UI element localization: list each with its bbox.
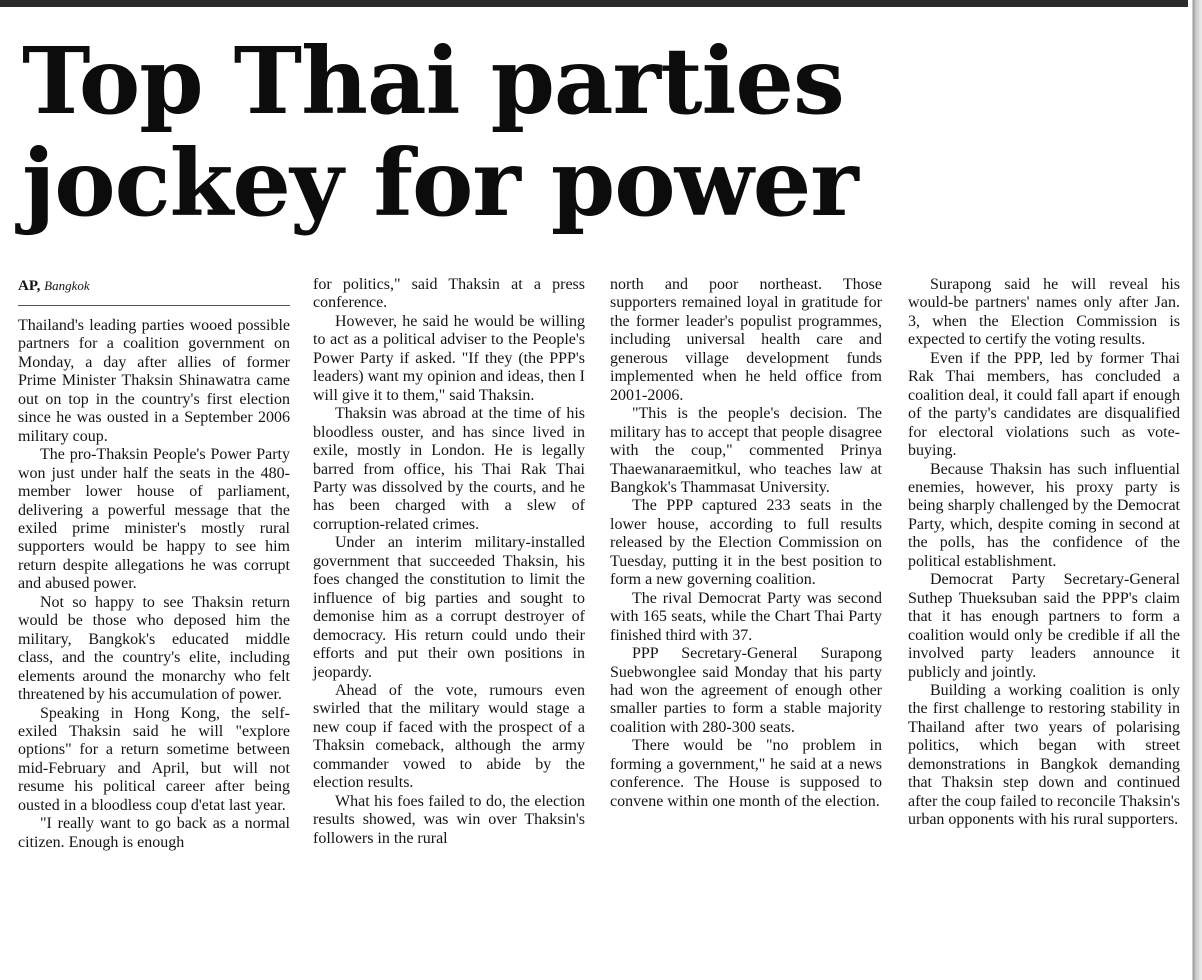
paragraph: Under an interim military-installed government that succeeded Thaksin, his foes changed the constitution to limit the influence of big parties and sought to demonise him as a corrupt destroyer of democracy. His return could undo their efforts and put their own positions in jeopardy. <box>313 534 585 681</box>
article-column-2 <box>313 276 585 848</box>
paragraph: Not so happy to see Thaksin return would be those who deposed him the military, Bangkok's educated middle class, and the country's elite, including elements around the monarchy who felt threatened by his accumulation of power. <box>18 593 290 704</box>
page-edge <box>1188 0 1202 980</box>
paragraph: The rival Democrat Party was second with 165 seats, while the Chart Thai Party finished third with 37. <box>610 589 882 644</box>
paragraph: Thaksin was abroad at the time of his bloodless ouster, and has since lived in exile, mostly in London. He is legally barred from office, his Thai Rak Thai Party was dissolved by the courts, and he has been charged with a slew of corruption-related crimes. <box>313 405 585 533</box>
paragraph: Because Thaksin has such influential enemies, however, his proxy party is being sharply challenged by the Democrat Party, which, despite coming in second at the polls, has the confidence of the political establishment. <box>908 460 1180 570</box>
article-column-3 <box>610 276 882 811</box>
paragraph: Even if the PPP, led by former Thai Rak Thai members, has concluded a coalition deal, it could fall apart if enough of the party's candidates are disqualified for electoral violations such as vote-buying. <box>908 349 1180 460</box>
paragraph: The PPP captured 233 seats in the lower house, according to full results released by the Election Commission on Tuesday, putting it in the best position to form a new governing coalition. <box>610 497 882 589</box>
paragraph: Thailand's leading parties wooed possible partners for a coalition government on Monday, a day after allies of former Prime Minister Thaksin Shinawatra came out on top in the country's first election since he was ousted in a September 2006 military coup. <box>18 317 290 445</box>
paragraph: for politics," said Thaksin at a press conference. <box>313 276 585 312</box>
paragraph: Ahead of the vote, rumours even swirled that the military would stage a new coup if faced with the prospect of a Thaksin comeback, although the army commander vowed to abide by the election results. <box>313 681 585 792</box>
paragraph: Surapong said he will reveal his would-be partners' names only after Jan. 3, when the Election Commission is expected to certify the voting results. <box>908 276 1180 349</box>
paragraph: north and poor northeast. Those supporters remained loyal in gratitude for the former leader's populist programmes, including universal health care and generous village development funds implemented when he held office from 2001-2006. <box>610 276 882 404</box>
paragraph: Democrat Party Secretary-General Suthep Thueksuban said the PPP's claim that it has enough partners to form a coalition would only be credible if all the involved party leaders announce it publicly and jointly. <box>908 571 1180 681</box>
paragraph: "This is the people's decision. The military has to accept that people disagree with the coup," commented Prinya Thaewanaraemitkul, who teaches law at Bangkok's Thammasat University. <box>610 405 882 496</box>
dateline <box>18 276 290 296</box>
paragraph: There would be "no problem in forming a government," he said at a news conference. The House is supposed to convene within one month of the election. <box>610 737 882 810</box>
dateline-city: Bangkok <box>44 278 90 293</box>
article-column-1 <box>18 276 290 852</box>
headline: Top Thai parties jockey for power <box>22 27 858 237</box>
paragraph: "I really want to go back as a normal citizen. Enough is enough <box>18 815 290 851</box>
paragraph: The pro-Thaksin People's Power Party won just under half the seats in the 480-member lower house of parliament, delivering a powerful message that the exiled prime minister's mostly rural supporters would be happy to see him return despite allegations he was corrupt and abused power. <box>18 446 290 593</box>
article-column-4 <box>908 276 1180 830</box>
paragraph: Building a working coalition is only the first challenge to restoring stability in Thailand after two years of polarising politics, which began with street demonstrations in Bangkok demanding that Thaksin step down and continued after the coup failed to reconcile Thaksin's urban opponents with his rural supporters. <box>908 681 1180 829</box>
paragraph: Speaking in Hong Kong, the self-exiled Thaksin said he will "explore options" for a return sometime between mid-February and April, but will not resume his political career after being ousted in a bloodless coup d'etat last year. <box>18 704 290 814</box>
news-agency: AP, <box>18 278 41 294</box>
paragraph: PPP Secretary-General Surapong Suebwonglee said Monday that his party had won the agreement of enough other smaller parties to form a stable majority coalition with 280-300 seats. <box>610 645 882 736</box>
paragraph: However, he said he would be willing to act as a political adviser to the People's Power Party if asked. "If they (the PPP's leaders) want my opinion and ideas, then I will give it to them," said Thaksin. <box>313 312 585 404</box>
paragraph: What his foes failed to do, the election results showed, was win over Thaksin's followers in the rural <box>313 792 585 847</box>
dateline-rule <box>18 305 290 306</box>
top-rule <box>0 0 1202 7</box>
